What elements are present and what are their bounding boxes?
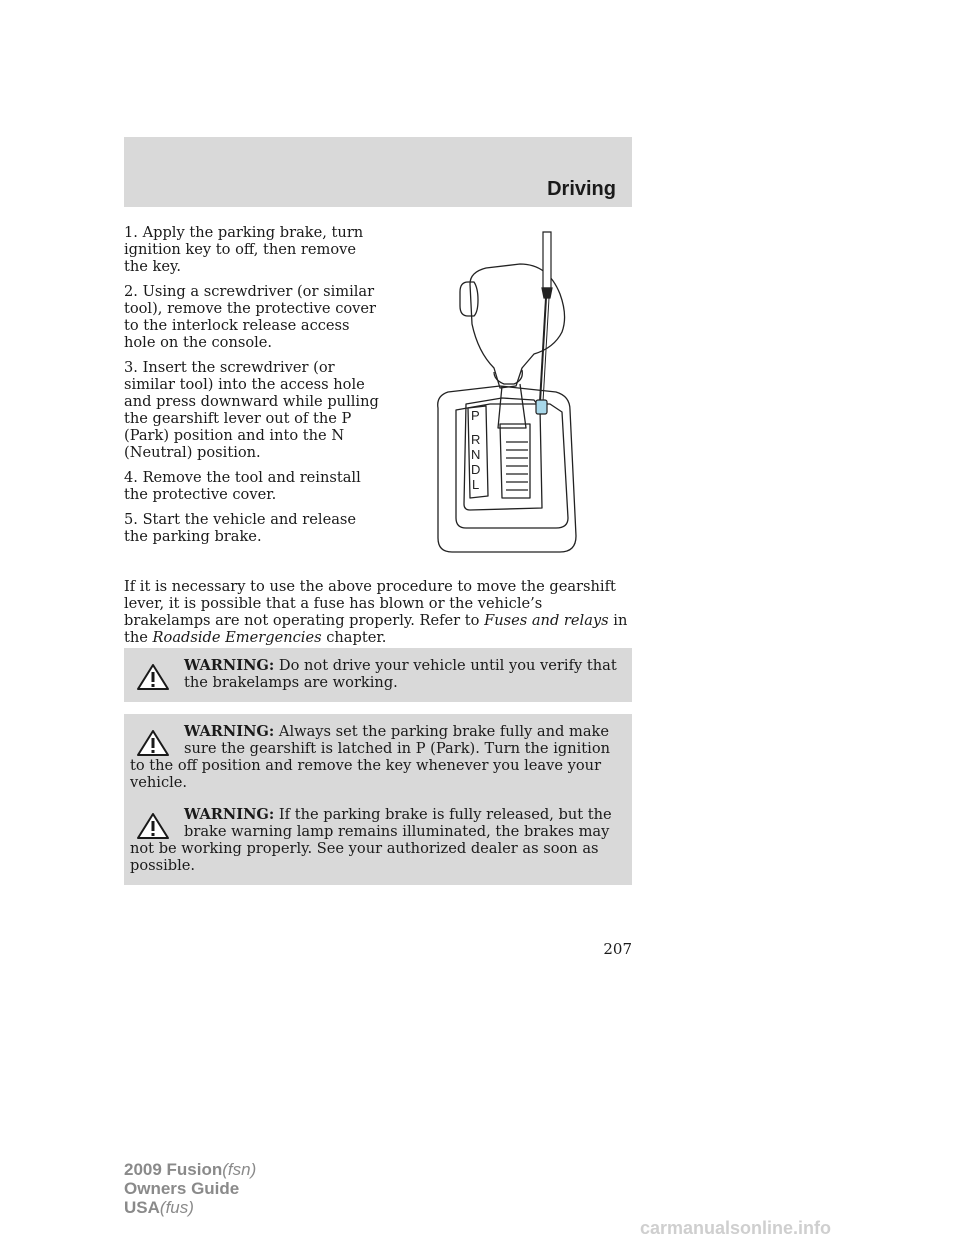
step-5: 5. Start the vehicle and release the parking brake. <box>124 511 357 545</box>
gear-label-p: P <box>471 408 480 423</box>
body-paragraph <box>124 578 632 646</box>
warning-text: Always set the parking brake fully and make sure the gearshift is latched in P (Park). Turn the ignition to the off position and remove the key whenever you leave your vehicle. <box>130 723 611 791</box>
paragraph-text: chapter. <box>321 629 387 646</box>
warning-box-3 <box>124 797 632 885</box>
console-outline <box>438 386 576 552</box>
gear-label-d: D <box>471 462 481 477</box>
reference-roadside-emergencies: Roadside Emergencies <box>152 629 322 646</box>
warning-label: WARNING: <box>184 657 275 674</box>
gate-slot <box>500 424 530 498</box>
page-number: 207 <box>603 940 632 958</box>
gearshift-illustration <box>430 228 590 554</box>
step-4: 4. Remove the tool and reinstall the protective cover. <box>124 469 361 503</box>
footer-market: USA <box>124 1198 160 1217</box>
step-2: 2. Using a screwdriver (or similar tool), remove the protective cover to the interlock release access hole on the console. <box>124 283 377 351</box>
warning-label: WARNING: <box>184 806 275 823</box>
warning-text: Do not drive your vehicle until you verify that the brakelamps are working. <box>184 657 617 691</box>
step-3: 3. Insert the screwdriver (or similar tool) into the access hole and press downward while pulling the gearshift lever out of the P (Park) position and into the N (Neutral) position. <box>124 359 379 461</box>
footer-market-code: (fus) <box>159 1198 194 1217</box>
header-band <box>124 137 632 207</box>
warning-triangle-icon <box>136 812 170 840</box>
document-footer <box>124 1160 256 1217</box>
step-1: 1. Apply the parking brake, turn ignition key to off, then remove the key. <box>124 224 364 275</box>
paragraph-text: If it is necessary to use the above procedure to move the gearshift lever, it is possible that a fuse has blown or the vehicle’s brakelamps are not operating properly. Refer to <box>124 578 616 629</box>
shift-shaft <box>498 384 526 428</box>
procedure-steps <box>124 224 380 553</box>
footer-model: 2009 Fusion <box>124 1160 223 1179</box>
screwdriver <box>536 232 552 414</box>
gear-label-n: N <box>471 447 481 462</box>
footer-guide: Owners Guide <box>124 1179 240 1198</box>
knob-button <box>460 282 478 316</box>
reference-fuses-and-relays: Fuses and relays <box>484 612 609 629</box>
warning-label: WARNING: <box>184 723 275 740</box>
warning-text: If the parking brake is fully released, but the brake warning lamp remains illuminated, the brakes may not be working properly. See your authorized dealer as soon as possible. <box>130 806 612 874</box>
warning-box-1 <box>124 648 632 702</box>
warning-box-2 <box>124 714 632 802</box>
warning-triangle-icon <box>136 729 170 757</box>
watermark: carmanualsonline.info <box>640 1218 832 1238</box>
gear-label-r: R <box>471 432 481 447</box>
warning-triangle-icon <box>136 663 170 691</box>
gear-label-l: L <box>472 477 480 492</box>
footer-model-code: (fsn) <box>222 1160 257 1179</box>
paragraph-text: in the <box>124 612 628 646</box>
slot-grille <box>506 442 528 490</box>
section-title: Driving <box>547 178 616 200</box>
